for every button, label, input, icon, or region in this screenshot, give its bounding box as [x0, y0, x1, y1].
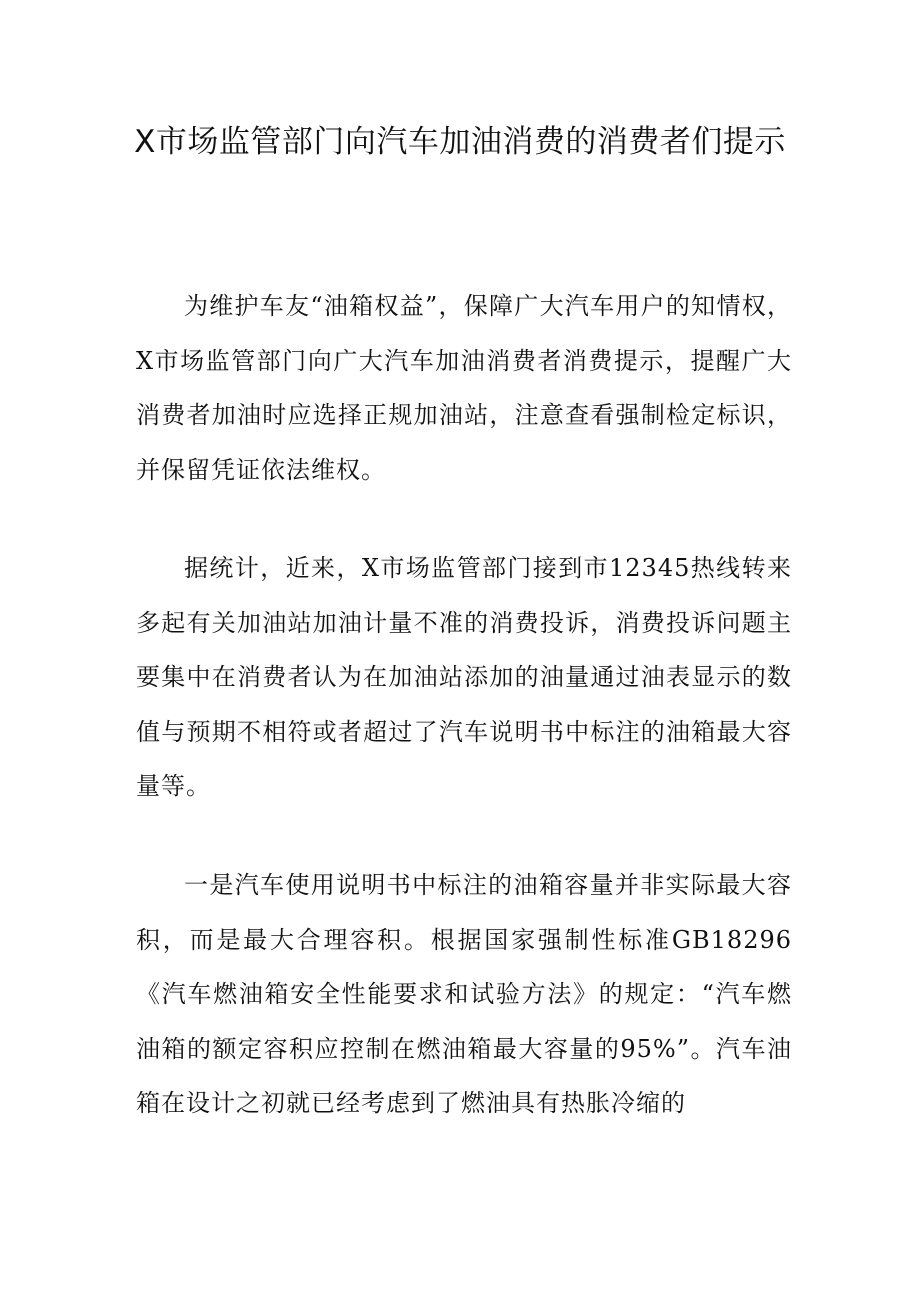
- paragraph-2: 据统计，近来，X市场监管部门接到市12345热线转来多起有关加油站加油计量不准的消费投诉，消费投诉问题主要集中在消费者认为在加油站添加的油量通过油表显示的数值与预期不相符或者超过了汽车说明书中标注的油箱最大容量等。: [136, 554, 792, 801]
- document-title: X市场监管部门向汽车加油消费的消费者们提示: [134, 124, 786, 160]
- paragraph-1: 为维护车友“油箱权益”，保障广大汽车用户的知情权，X市场监管部门向广大汽车加油消费者消费提示，提醒广大消费者加油时应选择正规加油站，注意查看强制检定标识，并保留凭证依法维权。: [136, 292, 792, 484]
- paragraph-3: 一是汽车使用说明书中标注的油箱容量并非实际最大容积，而是最大合理容积。根据国家强制性标准GB18296《汽车燃油箱安全性能要求和试验方法》的规定：“汽车燃油箱的额定容积应控制在燃油箱最大容量的95%”。汽车油箱在设计之初就已经考虑到了燃油具有热胀冷缩的: [136, 871, 792, 1118]
